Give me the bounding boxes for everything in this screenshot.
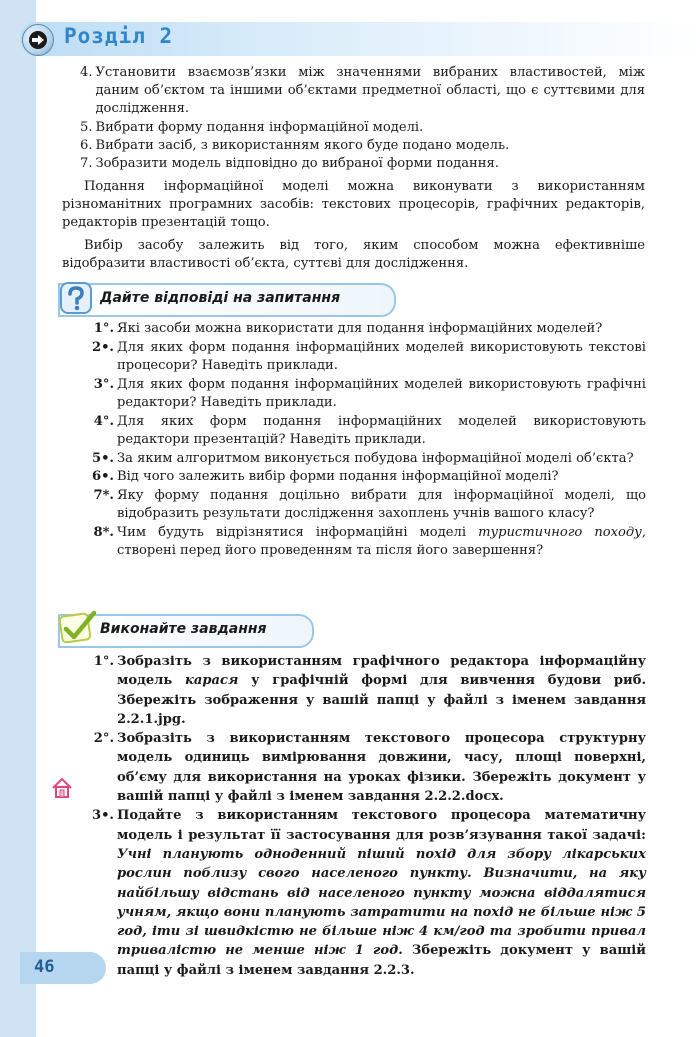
step-item: 7. Зобразити модель відповідно до вибраної форми подання. bbox=[80, 156, 499, 172]
question-item: 4°. Для яких форм подання інформаційних моделей використовують редактори презентацій? Наведіть приклади. bbox=[93, 413, 646, 447]
page-number-pill bbox=[20, 952, 106, 984]
question-item: 8*. Чим будуть відрізнятися інформаційні моделі туристичного походу, створені перед його проведенням та після його завершення? bbox=[93, 524, 646, 558]
tasks-title: Виконайте завдання bbox=[100, 621, 267, 637]
home-icon bbox=[50, 776, 74, 800]
section-title: Розділ 2 bbox=[64, 24, 174, 48]
page-number: 46 bbox=[34, 957, 55, 977]
question-item: 6•. Від чого залежить вибір форми подання інформаційної моделі? bbox=[91, 469, 559, 484]
checkmark-icon bbox=[58, 609, 98, 645]
step-item: 4. Установити взаємозв’язки між значеннями вибраних властивостей, між даним об’єктом та іншими об’єктами предметної області, що є суттєвими для дослідження. bbox=[80, 65, 645, 117]
steps-block bbox=[80, 64, 645, 173]
side-strip bbox=[0, 0, 36, 1037]
paragraph: Вибір засобу залежить від того, яким способом можна ефективніше відобразити властивості об’єкта, суттєві для дослідження. bbox=[62, 237, 645, 271]
question-icon bbox=[58, 280, 94, 318]
step-item: 5. Вибрати форму подання інформаційної моделі. bbox=[80, 119, 424, 135]
questions-banner bbox=[58, 283, 396, 317]
paragraph: Подання інформаційної моделі можна виконувати з використанням різноманітних програмних засобів: текстових процесорів, графічних редакторів, редакторів презентацій тощо. bbox=[62, 179, 645, 231]
questions-list bbox=[84, 320, 646, 561]
task-item: 2°. Зобразіть з використанням текстового процесора структурну модель одиниць вимірювання довжини, часу, площі поверхні, об’єму для використання на уроках фізики. Збережіть документ у вашій папці у файлі з іменем завдання 2.2.2.docx. bbox=[93, 731, 646, 805]
step-item: 6. Вибрати засіб, з використанням якого буде подано модель. bbox=[80, 137, 510, 153]
question-item: 7*. Яку форму подання доцільно вибрати для інформаційної моделі, що відобразить результати дослідження захоплень учнів вашого класу? bbox=[93, 487, 646, 521]
question-item: 2•. Для яких форм подання інформаційних моделей використовують текстові процесори? Наведіть приклади. bbox=[91, 339, 646, 373]
tasks-list bbox=[84, 652, 646, 980]
questions-title: Дайте відповіді на запитання bbox=[100, 290, 341, 306]
task-item: 1°. Зобразіть з використанням графічного редактора інформаційну модель карася у графічній формі для вивчення будови риб. Збережіть зображення у вашій папці у файлі з іменем завдання 2.2.1.jpg. bbox=[93, 654, 647, 727]
question-item: 5•. За яким алгоритмом виконується побудова інформаційної моделі об’єкта? bbox=[91, 450, 634, 466]
task-item: 3•. Подайте з використанням текстового процесора математичну модель і результат її застосування для розв’язування такої задачі: Учні планують одноденний піший похід для збору лікарських рослин поблизу свого населеного пункту. Визначити, на яку найбільшу відстань від населеного пункту можна віддалятися учням, якщо вони планують затратити на похід не більше ніж 5 год, іти зі швидкістю не більше ніж 4 км/год та зробити привал тривалістю не менше ніж 1 год. Збережіть документ у вашій папці у файлі з іменем завдання 2.2.3. bbox=[91, 808, 646, 978]
arrow-right-icon bbox=[22, 24, 54, 56]
question-item: 1°. Які засоби можна використати для подання інформаційних моделей? bbox=[93, 321, 603, 336]
question-item: 3°. Для яких форм подання інформаційних моделей використовують графічні редактори? Наведіть приклади. bbox=[93, 376, 646, 410]
